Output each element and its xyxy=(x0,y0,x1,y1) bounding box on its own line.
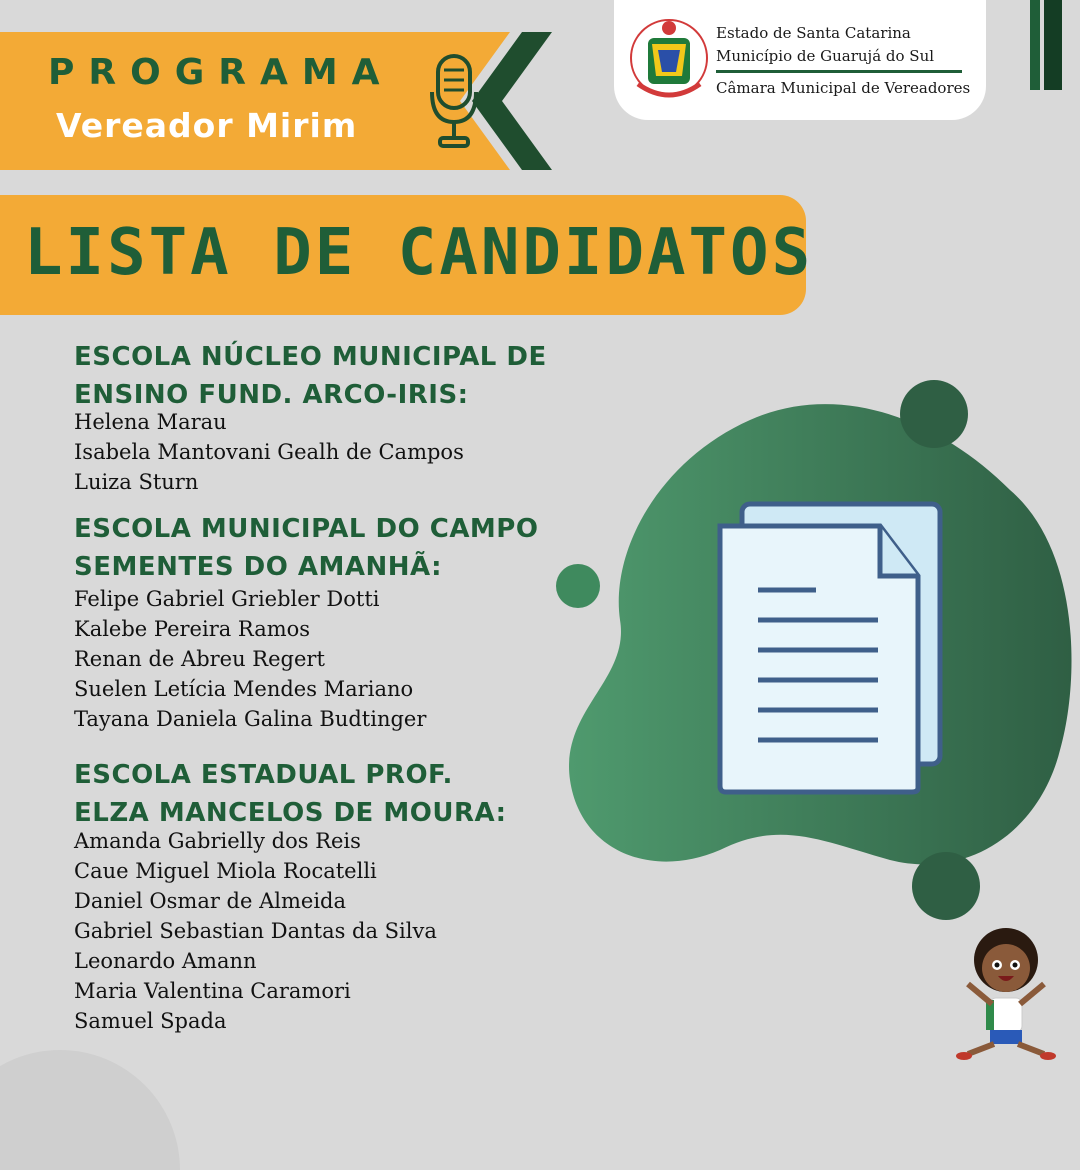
school-heading xyxy=(74,510,594,586)
candidate-list xyxy=(74,407,464,497)
decorative-bars xyxy=(1030,0,1062,90)
candidate-name: Amanda Gabrielly dos Reis xyxy=(74,829,361,853)
school-heading-line: ENSINO FUND. ARCO-IRIS: xyxy=(74,380,469,410)
school-heading xyxy=(74,756,594,832)
candidate-name: Renan de Abreu Regert xyxy=(74,647,325,671)
program-subtitle: Vereador Mirim xyxy=(56,106,358,145)
program-title: PROGRAMA xyxy=(48,52,394,93)
candidate-name: Tayana Daniela Galina Budtinger xyxy=(74,707,427,731)
decorative-circle xyxy=(0,1050,180,1170)
candidate-list xyxy=(74,826,437,1036)
candidate-list xyxy=(74,584,426,734)
institution-municipality: Município de Guarujá do Sul xyxy=(716,47,935,65)
candidate-name: Maria Valentina Caramori xyxy=(74,979,351,1003)
candidate-name: Leonardo Amann xyxy=(74,949,257,973)
school-heading-line: ESCOLA NÚCLEO MUNICIPAL DE xyxy=(74,342,547,372)
school-heading xyxy=(74,338,594,414)
candidate-name: Daniel Osmar de Almeida xyxy=(74,889,347,913)
institution-divider xyxy=(716,70,962,73)
candidate-name: Samuel Spada xyxy=(74,1009,227,1033)
municipal-crest-icon xyxy=(628,14,710,106)
candidate-name: Luiza Sturn xyxy=(74,470,199,494)
school-heading-line: ESCOLA MUNICIPAL DO CAMPO xyxy=(74,514,539,544)
school-heading-line: ELZA MANCELOS DE MOURA: xyxy=(74,798,507,828)
institution-state: Estado de Santa Catarina xyxy=(716,24,911,42)
candidate-name: Gabriel Sebastian Dantas da Silva xyxy=(74,919,437,943)
page-title: LISTA DE CANDIDATOS xyxy=(24,216,814,290)
candidate-name: Caue Miguel Miola Rocatelli xyxy=(74,859,377,883)
institution-chamber: Câmara Municipal de Vereadores xyxy=(716,79,971,97)
candidate-name: Felipe Gabriel Griebler Dotti xyxy=(74,587,380,611)
candidate-name: Helena Marau xyxy=(74,410,227,434)
microphone-icon xyxy=(428,52,480,152)
school-heading-line: SEMENTES DO AMANHÃ: xyxy=(74,552,443,582)
candidate-name: Kalebe Pereira Ramos xyxy=(74,617,311,641)
candidate-name: Isabela Mantovani Gealh de Campos xyxy=(74,440,464,464)
school-heading-line: ESCOLA ESTADUAL PROF. xyxy=(74,760,453,790)
document-icon xyxy=(712,496,948,800)
candidate-name: Suelen Letícia Mendes Mariano xyxy=(74,677,414,701)
child-illustration xyxy=(950,920,1060,1070)
